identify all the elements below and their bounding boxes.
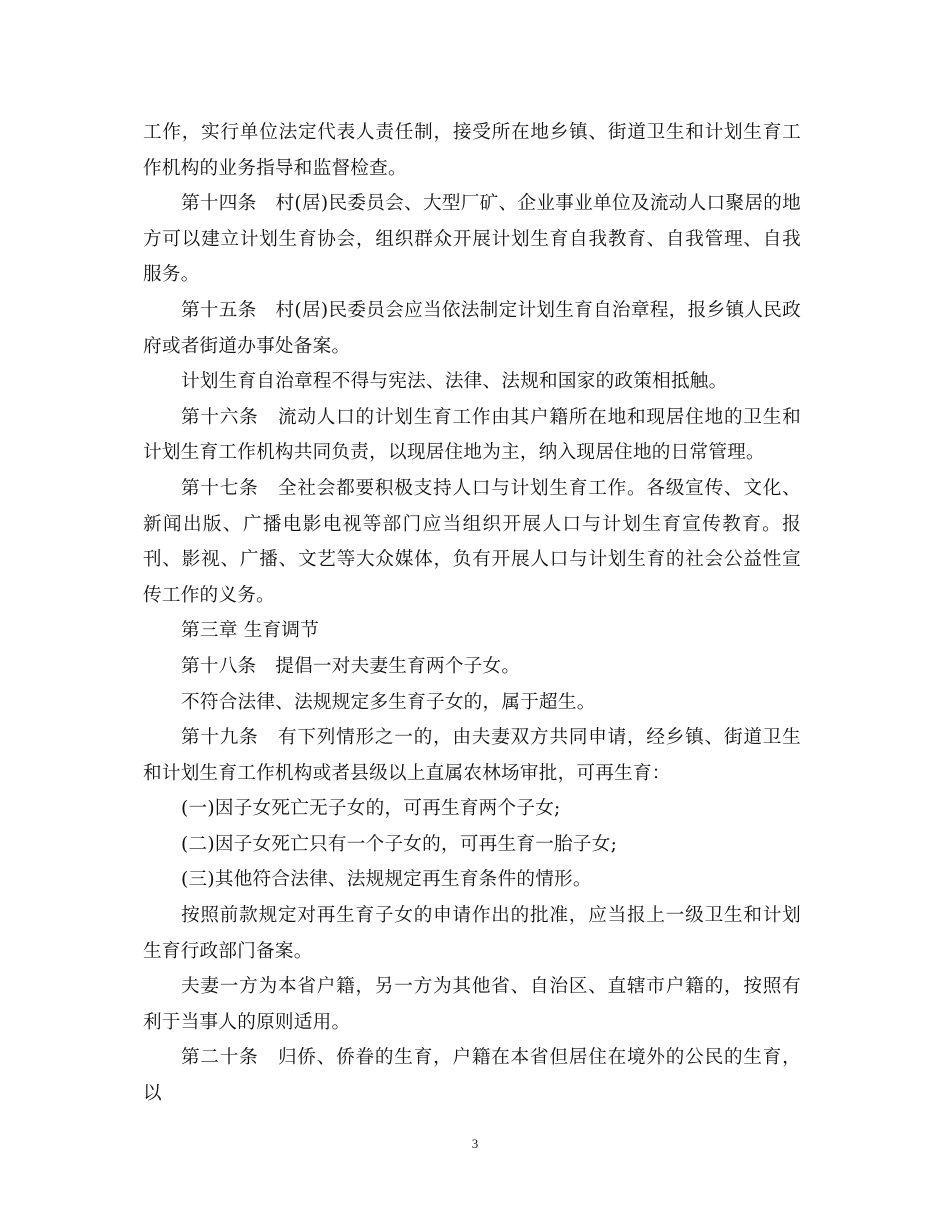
paragraph-article-16: 第十六条 流动人口的计划生育工作由其户籍所在地和现居住地的卫生和计划生育工作机构共同负责，以现居住地为主，纳入现居住地的日常管理。 (143, 406, 801, 464)
document-body (143, 115, 801, 1112)
paragraph-article-14: 第十四条 村(居)民委员会、大型厂矿、企业事业单位及流动人口聚居的地方可以建立计划生育协会，组织群众开展计划生育自我教育、自我管理、自我服务。 (143, 193, 801, 286)
paragraph-article-17: 第十七条 全社会都要积极支持人口与计划生育工作。各级宣传、文化、新闻出版、广播电影电视等部门应当组织开展人口与计划生育宣传教育。报刊、影视、广播、文艺等大众媒体，负有开展人口与计划生育的社会公益性宣传工作的义务。 (143, 477, 801, 606)
paragraph-article-19: 第十九条 有下列情形之一的，由夫妻双方共同申请，经乡镇、街道卫生和计划生育工作机构或者县级以上直属农林场审批，可再生育： (143, 727, 801, 784)
paragraph-article-20: 第二十条 归侨、侨眷的生育，户籍在本省但居住在境外的公民的生育，以 (143, 1047, 801, 1105)
list-item-1: (一)因子女死亡无子女的，可再生育两个子女; (181, 798, 561, 820)
paragraph-article-18-clause: 不符合法律、法规规定多生育子女的，属于超生。 (181, 691, 596, 713)
paragraph-article-18: 第十八条 提倡一对夫妻生育两个子女。 (181, 655, 521, 677)
paragraph-article-19-approval: 按照前款规定对再生育子女的申请作出的批准，应当报上一级卫生和计划生育行政部门备案。 (143, 905, 801, 962)
paragraph-article-13-continued: 工作，实行单位法定代表人责任制，接受所在地乡镇、街道卫生和计划生育工作机构的业务指导和监督检查。 (143, 122, 801, 179)
paragraph-article-15: 第十五条 村(居)民委员会应当依法制定计划生育自治章程，报乡镇人民政府或者街道办事处备案。 (143, 299, 801, 357)
chapter-heading: 第三章 生育调节 (181, 620, 320, 642)
list-item-2: (二)因子女死亡只有一个子女的，可再生育一胎子女; (181, 833, 618, 855)
page-number: 3 (471, 1136, 479, 1151)
paragraph-article-19-household: 夫妻一方为本省户籍，另一方为其他省、自治区、直辖市户籍的，按照有利于当事人的原则适用。 (143, 976, 801, 1033)
list-item-3: (三)其他符合法律、法规规定再生育条件的情形。 (181, 869, 592, 891)
paragraph-article-15-clause: 计划生育自治章程不得与宪法、法律、法规和国家的政策相抵触。 (181, 371, 728, 393)
